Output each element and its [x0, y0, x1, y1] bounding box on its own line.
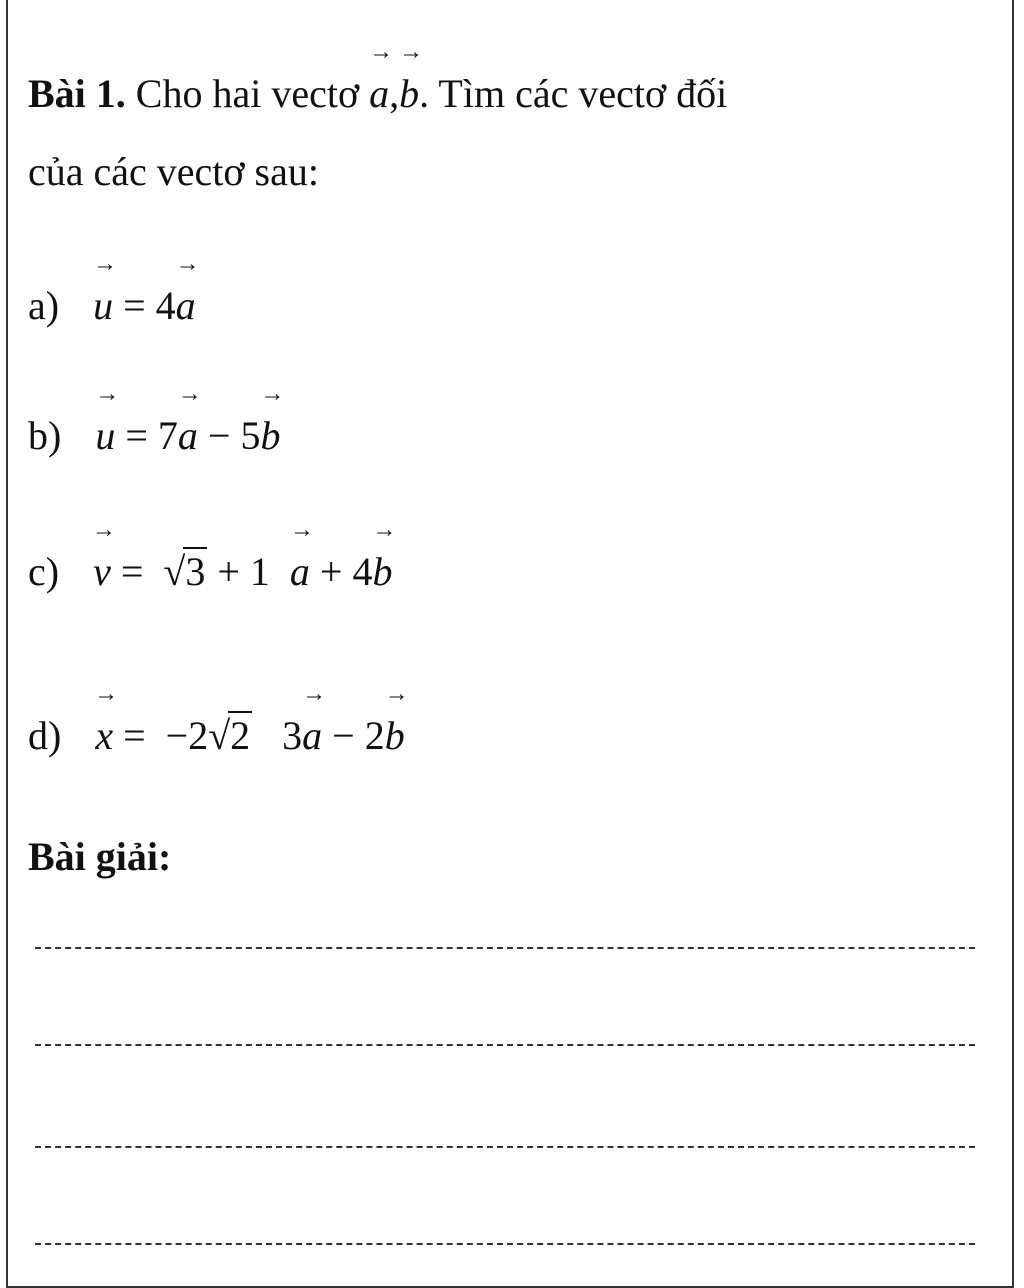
item-label: d) [28, 713, 62, 758]
item-label: c) [28, 549, 60, 594]
answer-line [35, 1146, 975, 1148]
problem-intro: Cho hai vectơ [135, 71, 360, 116]
answer-line [35, 1044, 975, 1046]
item-d [28, 712, 405, 760]
answer-line [35, 1243, 975, 1245]
problem-title: Bài 1. [28, 71, 126, 116]
item-formula: = √3 + 1 → a + 4→ b [121, 549, 393, 594]
vector-u: → u [95, 412, 115, 460]
item-a [28, 282, 196, 330]
solution-heading: Bài giải: [28, 834, 172, 879]
comma: , [389, 71, 400, 116]
item-label: a) [28, 283, 60, 328]
vector-u: → u [93, 282, 113, 330]
vector-a: → a [369, 70, 389, 118]
problem-statement-line2: của các vectơ sau: [28, 149, 319, 194]
item-formula: = 7→ a − 5→ b [125, 413, 280, 458]
answer-line [35, 947, 975, 949]
item-formula: = −2√2 3→ a − 2→ b [123, 713, 405, 758]
problem-intro-end: . Tìm các vectơ đối [419, 71, 728, 116]
vector-x: → x [95, 712, 113, 760]
item-b [28, 412, 280, 460]
vector-v: → v [93, 548, 111, 596]
problem-statement-line1 [28, 70, 727, 118]
vector-b: → b [399, 70, 419, 118]
item-c [28, 548, 392, 596]
item-formula: = 4→ a [123, 283, 196, 328]
item-label: b) [28, 413, 62, 458]
